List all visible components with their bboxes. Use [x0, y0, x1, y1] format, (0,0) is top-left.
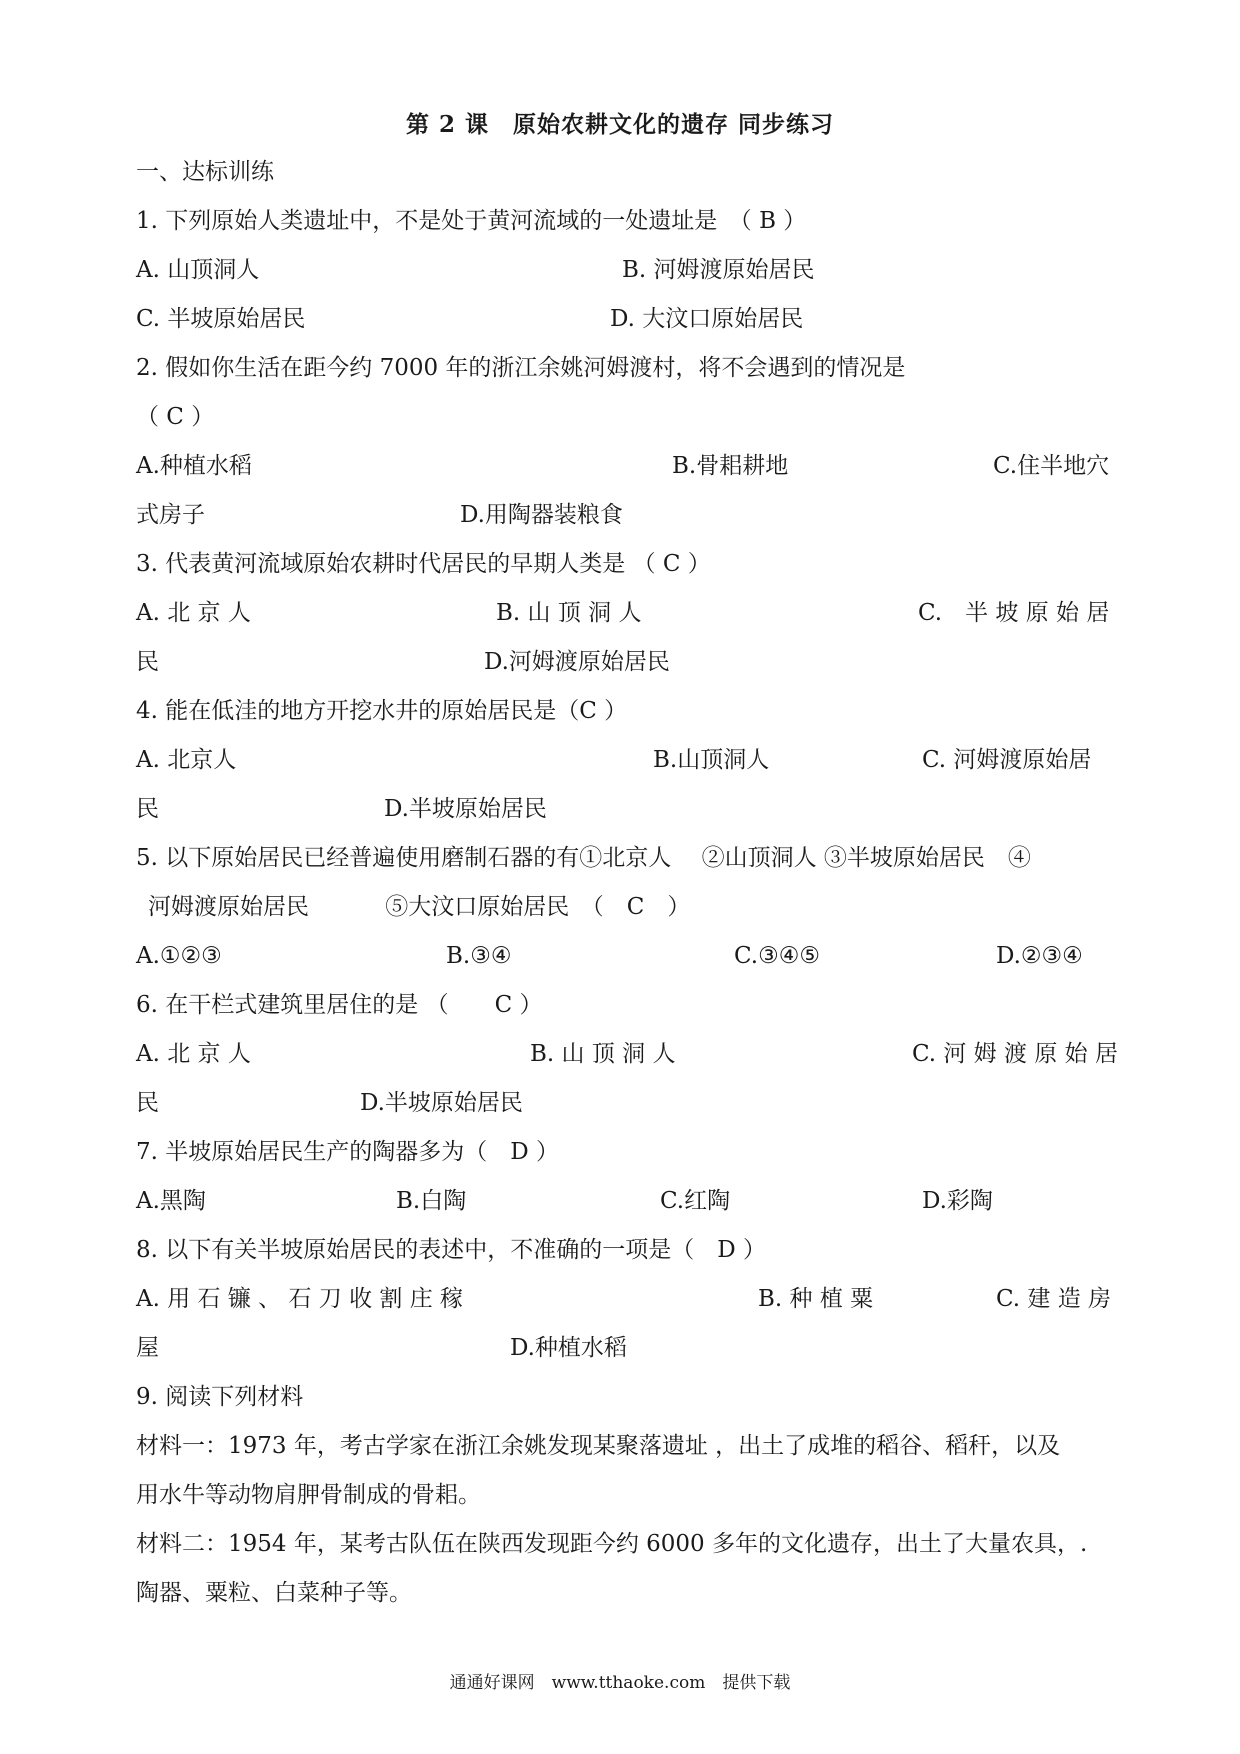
question-7-option-a: A.黑陶 — [136, 1188, 206, 1214]
question-2-option-d: D.用陶器装粮食 — [460, 502, 623, 528]
question-6-stem: 6. 在干栏式建筑里居住的是 （ C ） — [136, 992, 543, 1018]
question-7-option-c: C.红陶 — [660, 1188, 731, 1214]
question-4-option-a: A. 北京人 — [136, 747, 237, 773]
question-6-option-a: A. 北 京 人 — [136, 1041, 251, 1067]
question-5-stem: 5. 以下原始居民已经普遍使用磨制石器的有①北京人 ②山顶洞人 ③半坡原始居民 ④ — [136, 845, 1031, 871]
question-8-option-c: C. 建 造 房 — [996, 1286, 1112, 1312]
section-heading: 一、达标训练 — [136, 159, 274, 185]
question-4-option-d: D.半坡原始居民 — [384, 796, 547, 822]
question-8-option-a: A. 用 石 镰 、 石 刀 收 割 庄 稼 — [136, 1286, 464, 1312]
question-2-option-a: A.种植水稻 — [136, 453, 252, 479]
question-3-option-d: D.河姆渡原始居民 — [484, 649, 670, 675]
question-1-option-a: A. 山顶洞人 — [136, 257, 260, 283]
question-8-option-d: D.种植水稻 — [510, 1335, 627, 1361]
question-4-option-b: B.山顶洞人 — [653, 747, 770, 773]
question-6-option-c-continued: 民 — [136, 1090, 159, 1116]
question-3-option-c: C. 半 坡 原 始 居 — [918, 600, 1110, 626]
question-9-stem: 9. 阅读下列材料 — [136, 1384, 304, 1410]
question-3-option-a: A. 北 京 人 — [136, 600, 251, 626]
question-8-stem: 8. 以下有关半坡原始居民的表述中，不准确的一项是（ D ） — [136, 1237, 767, 1263]
question-3-option-b: B. 山 顶 洞 人 — [496, 600, 642, 626]
material-2-line-2: 陶器、粟粒、白菜种子等。 — [136, 1580, 412, 1606]
question-1-option-d: D. 大汶口原始居民 — [610, 306, 804, 332]
question-2-answer: （ C ） — [136, 404, 215, 430]
question-4-option-c-continued: 民 — [136, 796, 159, 822]
question-6-option-b: B. 山 顶 洞 人 — [530, 1041, 676, 1067]
page-footer: 通通好课网 www.tthaoke.com 提供下载 — [449, 1673, 791, 1693]
question-7-option-d: D.彩陶 — [922, 1188, 993, 1214]
question-3-stem: 3. 代表黄河流域原始农耕时代居民的早期人类是 （ C ） — [136, 551, 711, 577]
question-6-option-d: D.半坡原始居民 — [360, 1090, 523, 1116]
question-2-option-c-continued: 式房子 — [136, 502, 205, 528]
question-4-stem: 4. 能在低洼的地方开挖水井的原始居民是（C ） — [136, 698, 628, 724]
question-1-stem: 1. 下列原始人类遗址中，不是处于黄河流域的一处遗址是 （ B ） — [136, 208, 807, 234]
question-1-option-b: B. 河姆渡原始居民 — [622, 257, 815, 283]
question-7-option-b: B.白陶 — [396, 1188, 467, 1214]
material-1-line-1: 材料一：1973 年，考古学家在浙江余姚发现某聚落遗址 ，出土了成堆的稻谷、稻秆，以及 — [136, 1433, 1061, 1459]
question-5-stem-continued: 河姆渡原始居民 ⑤大汶口原始居民 （ C ） — [148, 894, 691, 920]
question-2-option-c: C.住半地穴 — [993, 453, 1110, 479]
material-2-line-1: 材料二：1954 年，某考古队伍在陕西发现距今约 6000 多年的文化遗存，出土了大量农具，. — [136, 1531, 1088, 1557]
question-3-option-c-continued: 民 — [136, 649, 159, 675]
question-1-option-c: C. 半坡原始居民 — [136, 306, 306, 332]
question-8-option-c-continued: 屋 — [136, 1335, 159, 1361]
question-5-option-d: D.②③④ — [996, 943, 1083, 969]
question-5-option-a: A.①②③ — [136, 943, 222, 969]
question-2-stem: 2. 假如你生活在距今约 7000 年的浙江余姚河姆渡村，将不会遇到的情况是 — [136, 355, 906, 381]
question-2-option-b: B.骨耜耕地 — [672, 453, 789, 479]
question-5-option-b: B.③④ — [446, 943, 512, 969]
material-1-line-2: 用水牛等动物肩胛骨制成的骨耜。 — [136, 1482, 481, 1508]
page-title: 第 2 课 原始农耕文化的遗存 同步练习 — [405, 111, 835, 138]
question-7-stem: 7. 半坡原始居民生产的陶器多为（ D ） — [136, 1139, 560, 1165]
question-8-option-b: B. 种 植 粟 — [758, 1286, 874, 1312]
question-6-option-c: C. 河 姆 渡 原 始 居 — [912, 1041, 1118, 1067]
question-5-option-c: C.③④⑤ — [734, 943, 820, 969]
question-4-option-c: C. 河姆渡原始居 — [922, 747, 1092, 773]
